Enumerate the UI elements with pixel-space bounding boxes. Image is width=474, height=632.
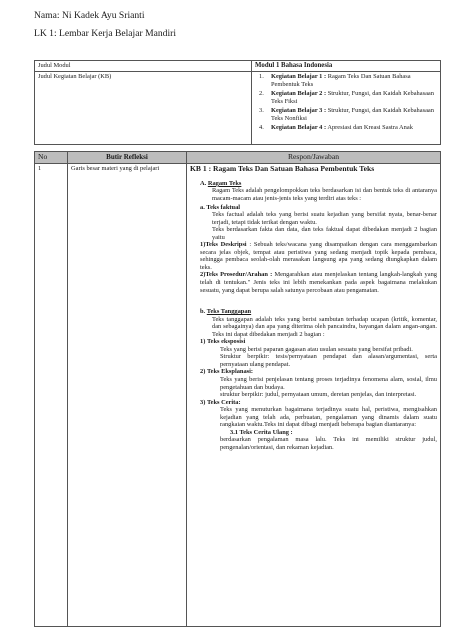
kb-item-title: Ragam Teks Dan Satuan Bahasa Pembentuk Teks <box>271 73 411 88</box>
kb-item-text <box>271 124 413 132</box>
kb-list-item <box>259 124 437 132</box>
module-info-table <box>34 60 441 145</box>
judul-modul-label: Judul Modul <box>35 61 252 72</box>
kb-list-item <box>259 107 437 122</box>
teks-faktual-p1: Teks factual adalah teks yang berisi suatu kejadian yang bersifat nyata, benar-benar terjadi, tetapi tidak terikat dengan waktu. <box>212 211 437 226</box>
kb-item-label: Kegiatan Belajar 3 : <box>271 107 327 115</box>
kb-item-number: 3. <box>259 107 264 115</box>
row-butir: Garis besar materi yang di pelajari <box>68 163 187 626</box>
kb-item-label: Kegiatan Belajar 1 : <box>271 73 327 81</box>
response-cell <box>187 163 441 626</box>
kb-item-title: Apresiasi dan Kreasi Sastra Anak <box>327 124 413 132</box>
kb-item-title: Struktur, Fungsi, dan Kaidah Kebahasaan Teks Nonfiksi <box>271 107 434 122</box>
row-number: 1 <box>35 163 68 626</box>
teks-eksplanasi-text: Teks yang berisi penjelasan tentang proses terjadinya fenomena alam, sosial, ilmu pengetahuan dan budaya. <box>220 376 437 391</box>
teks-prosedur: 2)Teks Prosedur/Arahan : Mengarahkan atau menjelaskan tentang langkah-langkah yang telah di tentukan." Jenis teks ini lebih menekankan pada aspek bagaimana melakukan sesuatu, yang dapat berupa salah satunya percobaan atau pengamatan. <box>200 271 437 294</box>
teks-eksplanasi-heading: 2) Teks Eksplanasi: <box>200 368 254 376</box>
teks-cerita-text: Teks yang menuturkan bagaimana terjadinya suatu hal, peristiwa, mengisahkan kejadian yang telah ada, perbuatan, pengalaman yang dinamis dalam suatu rangkaian waktu.Teks ini dapat dibagi menjadi beberapa bagian diantaranya: <box>220 406 437 429</box>
kb-item-number: 4. <box>259 124 264 132</box>
kb-item-text <box>271 90 437 105</box>
section-a-heading: A. Ragam Teks <box>200 179 242 187</box>
reflection-header-row <box>35 152 441 164</box>
teks-cerita-ulang-text: berdasarkan pengalaman masa lalu. Teks ini memiliki struktur judul, pengenalan/orientasi, dan rekaman kejadian. <box>220 436 437 451</box>
kb-item-number: 2. <box>259 90 264 98</box>
kb-list-cell <box>252 72 441 145</box>
teks-eksplanasi-struktur: struktur berpikir: judul, pernyataan umum, deretan penjelas, dan interpretasi. <box>220 391 417 399</box>
teks-deskripsi: 1)Teks Deskripsi : Sebuah teks/wacana yang disampaikan dengan cara menggambarkan secara jelas objek, tempat atau peristiwa yang sedang menjadi topik kepada pembaca, sehingga pembaca seolah-olah merasakan langsung apa yang sedang diungkapkan dalam teks. <box>200 241 437 271</box>
kb-list-item <box>259 90 437 105</box>
teks-faktual-heading: a. Teks faktual <box>200 203 241 211</box>
judul-modul-value: Modul 1 Bahasa Indonesia <box>252 61 441 72</box>
kb1-title: KB 1 : Ragam Teks Dan Satuan Bahasa Pembentuk Teks <box>190 163 375 173</box>
kb-list-item <box>259 73 437 88</box>
kb-item-title: Struktur, Fungsi, dan Kaidah Kebahasaan Teks Fiksi <box>271 90 434 105</box>
reflection-row <box>35 163 441 626</box>
teks-cerita-ulang-heading: 3.1 Teks Cerita Ulang : <box>230 428 293 436</box>
judul-kb-label: Judul Kegiatan Belajar (KB) <box>35 72 252 145</box>
kb-item-label: Kegiatan Belajar 2 : <box>271 90 327 98</box>
teks-tanggapan-heading: b. Teks Tanggapan <box>200 308 252 316</box>
col-butir-header: Butir Refleksi <box>68 152 187 164</box>
worksheet-title: LK 1: Lembar Kerja Belajar Mandiri <box>34 28 176 39</box>
kb-list <box>255 73 437 132</box>
kb-item-text <box>271 107 437 122</box>
teks-eksposisi-text: Teks yang berisi paparan gagasan atau usulan sesuatu yang bersifat pribadi. <box>220 345 413 353</box>
reflection-table <box>34 151 441 627</box>
kb-item-label: Kegiatan Belajar 4 : <box>271 124 327 132</box>
teks-cerita-heading: 3) Teks Cerita: <box>200 398 241 406</box>
kb-item-number: 1. <box>259 73 264 81</box>
col-respon-header: Respon/Jawaban <box>187 152 441 164</box>
teks-eksposisi-struktur: Struktur berpikir: tesis/pernyataan pendapat dan alasan/argumentasi, serta pernyataan ulang pendapat. <box>220 353 437 368</box>
teks-eksposisi-heading: 1) Teks eksposisi <box>200 338 246 346</box>
section-a-desc: Ragam Teks adalah pengelompokkan teks berdasarkan isi dan bentuk teks di antaranya macam-macam atau jenis-jenis teks yang terdiri atas teks : <box>212 187 437 202</box>
teks-faktual-p2: Teks berdasarkan fakta dan data, dan teks faktual dapat dibedakan menjadi 2 bagian yaitu <box>212 226 437 241</box>
kb-item-text <box>271 73 437 88</box>
col-no-header: No <box>35 152 68 164</box>
teks-tanggapan-desc: Teks tanggapan adalah teks yang berisi sambutan terhadap ucapan (kritik, komentar, dan sebagainya) dan apa yang diterima oleh pancaindra, bayangan dalam angan-angan. Teks ini dapat dibedakan menjadi 2 bagian : <box>212 315 437 338</box>
student-name: Nama: Ni Kadek Ayu Srianti <box>34 10 145 21</box>
